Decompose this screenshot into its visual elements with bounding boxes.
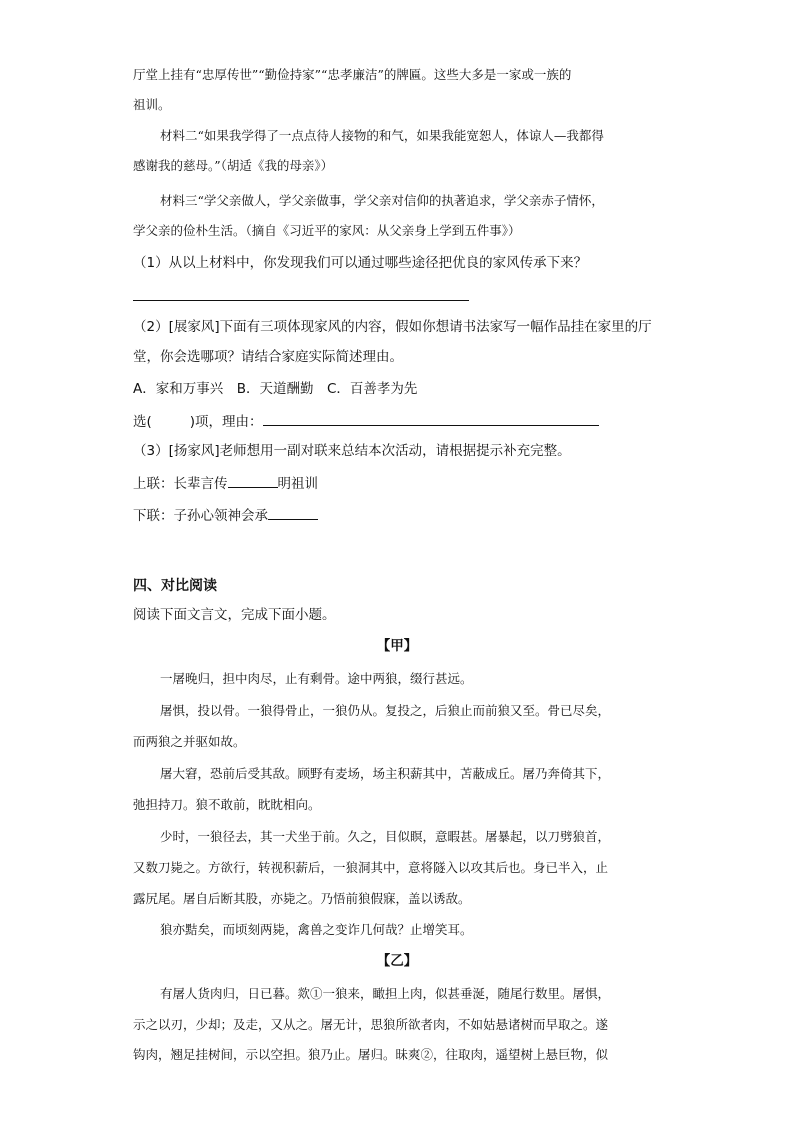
material-three-line: 材料三“学父亲做人，学父亲做事，学父亲对信仰的执著追求，学父亲赤子情怀， (160, 193, 604, 208)
answer-line-q1[interactable] (133, 300, 469, 301)
question-2-line: （2）[展家风]下面有三项体现家风的内容，假如你想请书法家写一幅作品挂在家里的厅 (133, 319, 652, 335)
jia-paragraph-4-end: 露尻尾。屠自后断其股，亦毙之。乃悟前狼假寐，盖以诱敌。 (133, 891, 471, 906)
jia-paragraph-1: 一屠晚归，担中肉尽，止有剩骨。途中两狼，缀行甚远。 (160, 671, 473, 686)
couplet-upper (133, 473, 318, 493)
choice-blank[interactable] (152, 412, 190, 426)
material-two-line-end: 感谢我的慈母。”（胡适《我的母亲》） (133, 158, 334, 173)
couplet-lower-blank[interactable] (268, 505, 318, 520)
jia-paragraph-4-cont: 又数刀毙之。方欲行，转视积薪后，一狼洞其中，意将隧入以攻其后也。身已半入，止 (133, 860, 609, 875)
yi-paragraph-1-cont-2: 钩肉，翘足挂树间，示以空担。狼乃止。屠归。昧爽②，往取肉，遥望树上悬巨物，似 (133, 1047, 609, 1062)
passage-yi-label: 【乙】 (376, 953, 418, 969)
couplet-lower-prefix: 下联：子孙心领神会承 (133, 508, 268, 524)
couplet-upper-suffix: 明祖训 (277, 476, 318, 492)
yi-paragraph-1: 有屠人货肉归，日已暮。欻①一狼来，瞰担上肉，似甚垂涎，随尾行数里。屠惧， (160, 986, 611, 1001)
yi-paragraph-1-cont: 示之以刃，少却；及走，又从之。屠无计，思狼所欲者肉，不如姑悬诸树而早取之。遂 (133, 1017, 609, 1032)
choice-prefix: 选( (133, 414, 152, 430)
material-two-line: 材料二“如果我学得了一点点待人接物的和气，如果我能宽恕人，体谅人—我都得 (160, 128, 604, 143)
jia-paragraph-3-end: 弛担持刀。狼不敢前，眈眈相向。 (133, 797, 321, 812)
jia-paragraph-5: 狼亦黠矣，而顷刻两毙，禽兽之变诈几何哉？止增笑耳。 (160, 922, 473, 937)
material-one-line-end: 祖训。 (133, 97, 171, 112)
material-one-line: 厅堂上挂有“忠厚传世”“勤俭持家”“忠孝廉洁”的牌匾。这些大多是一家或一族的 (133, 67, 572, 82)
question-2-options: A．家和万事兴 B．天道酬勤 C．百善孝为先 (133, 381, 418, 397)
jia-paragraph-3: 屠大窘，恐前后受其敌。顾野有麦场，场主积薪其中，苫蔽成丘。屠乃奔倚其下， (160, 766, 611, 781)
couplet-lower (133, 505, 318, 525)
question-1: （1）从以上材料中，你发现我们可以通过哪些途径把优良的家风传承下来？ (133, 255, 588, 271)
material-three-line-end: 学父亲的俭朴生活。（摘自《习近平的家风：从父亲身上学到五件事》） (133, 223, 521, 238)
question-3: （3）[扬家风]老师想用一副对联来总结本次活动，请根据提示补充完整。 (133, 443, 571, 459)
jia-paragraph-2-end: 而两狼之并驱如故。 (133, 734, 246, 749)
question-2-choice-row (133, 411, 599, 431)
jia-paragraph-2: 屠惧，投以骨。一狼得骨止，一狼仍从。复投之，后狼止而前狼又至。骨已尽矣， (160, 703, 611, 718)
section-title: 四、对比阅读 (133, 578, 217, 594)
passage-jia-label: 【甲】 (376, 638, 418, 654)
jia-paragraph-4: 少时，一狼径去，其一犬坐于前。久之，目似瞑，意暇甚。屠暴起，以刀劈狼首， (160, 829, 611, 844)
couplet-upper-blank[interactable] (228, 473, 278, 488)
section-instruction: 阅读下面文言文，完成下面小题。 (133, 607, 336, 623)
question-2-line-end: 堂，你会选哪项？请结合家庭实际简述理由。 (133, 349, 403, 365)
choice-middle: )项，理由： (189, 414, 263, 430)
couplet-upper-prefix: 上联：长辈言传 (133, 476, 228, 492)
reason-blank[interactable] (263, 411, 599, 426)
